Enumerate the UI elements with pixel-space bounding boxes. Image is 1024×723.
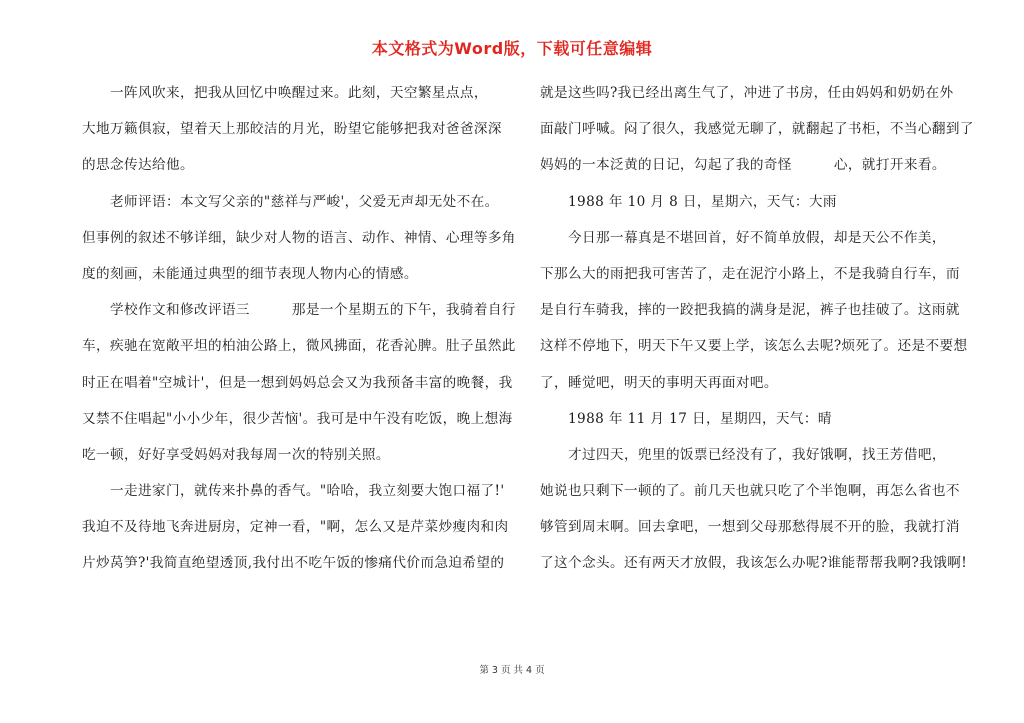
text-line: 下那么大的雨把我可害苦了，走在泥泞小路上，不是我骑自行车，而 bbox=[540, 265, 960, 282]
text-line: 度的刻画，未能通过典型的细节表现人物内心的情感。 bbox=[82, 265, 418, 282]
text-line: 1988 年 10 月 8 日，星期六，天气：大雨 bbox=[540, 193, 837, 210]
text-line: 是自行车骑我，摔的一跤把我搞的满身是泥，裤子也挂破了。这雨就 bbox=[540, 302, 960, 319]
text-line: 又禁不住唱起"小小少年，很少苦恼'。我可是中午没有吃饭，晚上想海 bbox=[82, 410, 513, 427]
text-line: 1988 年 11 月 17 日，星期四，天气：晴 bbox=[540, 410, 832, 427]
text-line: 时正在唱着"空城计'，但是一想到妈妈总会又为我预备丰富的晚餐，我 bbox=[82, 374, 513, 391]
text-line: 面敲门呼喊。闷了很久，我感觉无聊了，就翻起了书柜，不当心翻到了 bbox=[540, 121, 974, 138]
text-line: 就是这些吗?我已经出离生气了，冲进了书房，任由妈妈和奶奶在外 bbox=[540, 85, 954, 101]
right-text-column bbox=[540, 78, 974, 585]
text-line: 今日那一幕真是不堪回首，好不简单放假，却是天公不作美， bbox=[540, 229, 946, 246]
document-banner: 本文格式为Word版，下载可任意编辑 bbox=[371, 39, 653, 58]
text-line: 她说也只剩下一顿的了。前几天也就只吃了个半饱啊，再怎么省也不 bbox=[540, 483, 960, 500]
text-line: 了这个念头。还有两天才放假，我该怎么办呢?谁能帮帮我啊?我饿啊! bbox=[540, 555, 968, 572]
left-text-column bbox=[82, 78, 516, 585]
text-line: 吃一顿，好好享受妈妈对我每周一次的特别关照。 bbox=[82, 446, 390, 463]
text-line: 一阵风吹来，把我从回忆中唤醒过来。此刻，天空繁星点点， bbox=[82, 85, 488, 101]
text-line: 我迫不及待地飞奔进厨房，定神一看，"啊，怎么又是芹菜炒瘦肉和肉 bbox=[82, 519, 509, 536]
text-line: 的思念传达给他。 bbox=[82, 157, 194, 174]
page-indicator: 第 3 页 共 4 页 bbox=[479, 665, 545, 676]
text-line: 老师评语：本文写父亲的"慈祥与严峻'，父爱无声却无处不在。 bbox=[82, 193, 499, 210]
text-line: 够管到周末啊。回去拿吧，一想到父母那愁得展不开的脸，我就打消 bbox=[540, 519, 960, 536]
text-line: 大地万籁俱寂，望着天上那皎洁的月光，盼望它能够把我对爸爸深深 bbox=[82, 121, 502, 138]
text-line: 片炒莴笋?'我简直绝望透顶,我付出不吃午饭的惨痛代价而急迫希望的 bbox=[82, 555, 505, 572]
text-line: 才过四天，兜里的饭票已经没有了，我好饿啊，找王芳借吧， bbox=[540, 446, 946, 463]
text-line: 一走进家门，就传来扑鼻的香气。"哈哈，我立刻要大饱口福了!' bbox=[82, 483, 505, 500]
text-line: 学校作文和修改评语三 那是一个星期五的下午，我骑着自行 bbox=[82, 302, 516, 319]
text-line: 车，疾驰在宽敞平坦的柏油公路上，微风拂面，花香沁脾。肚子虽然此 bbox=[82, 338, 516, 355]
text-line: 了，睡觉吧，明天的事明天再面对吧。 bbox=[540, 374, 778, 391]
text-line: 但事例的叙述不够详细，缺少对人物的语言、动作、神情、心理等多角 bbox=[82, 229, 516, 246]
text-line: 这样不停地下，明天下午又要上学，该怎么去呢?烦死了。还是不要想 bbox=[540, 338, 968, 355]
text-line: 妈妈的一本泛黄的日记，勾起了我的奇怪 心，就打开来看。 bbox=[540, 157, 946, 174]
